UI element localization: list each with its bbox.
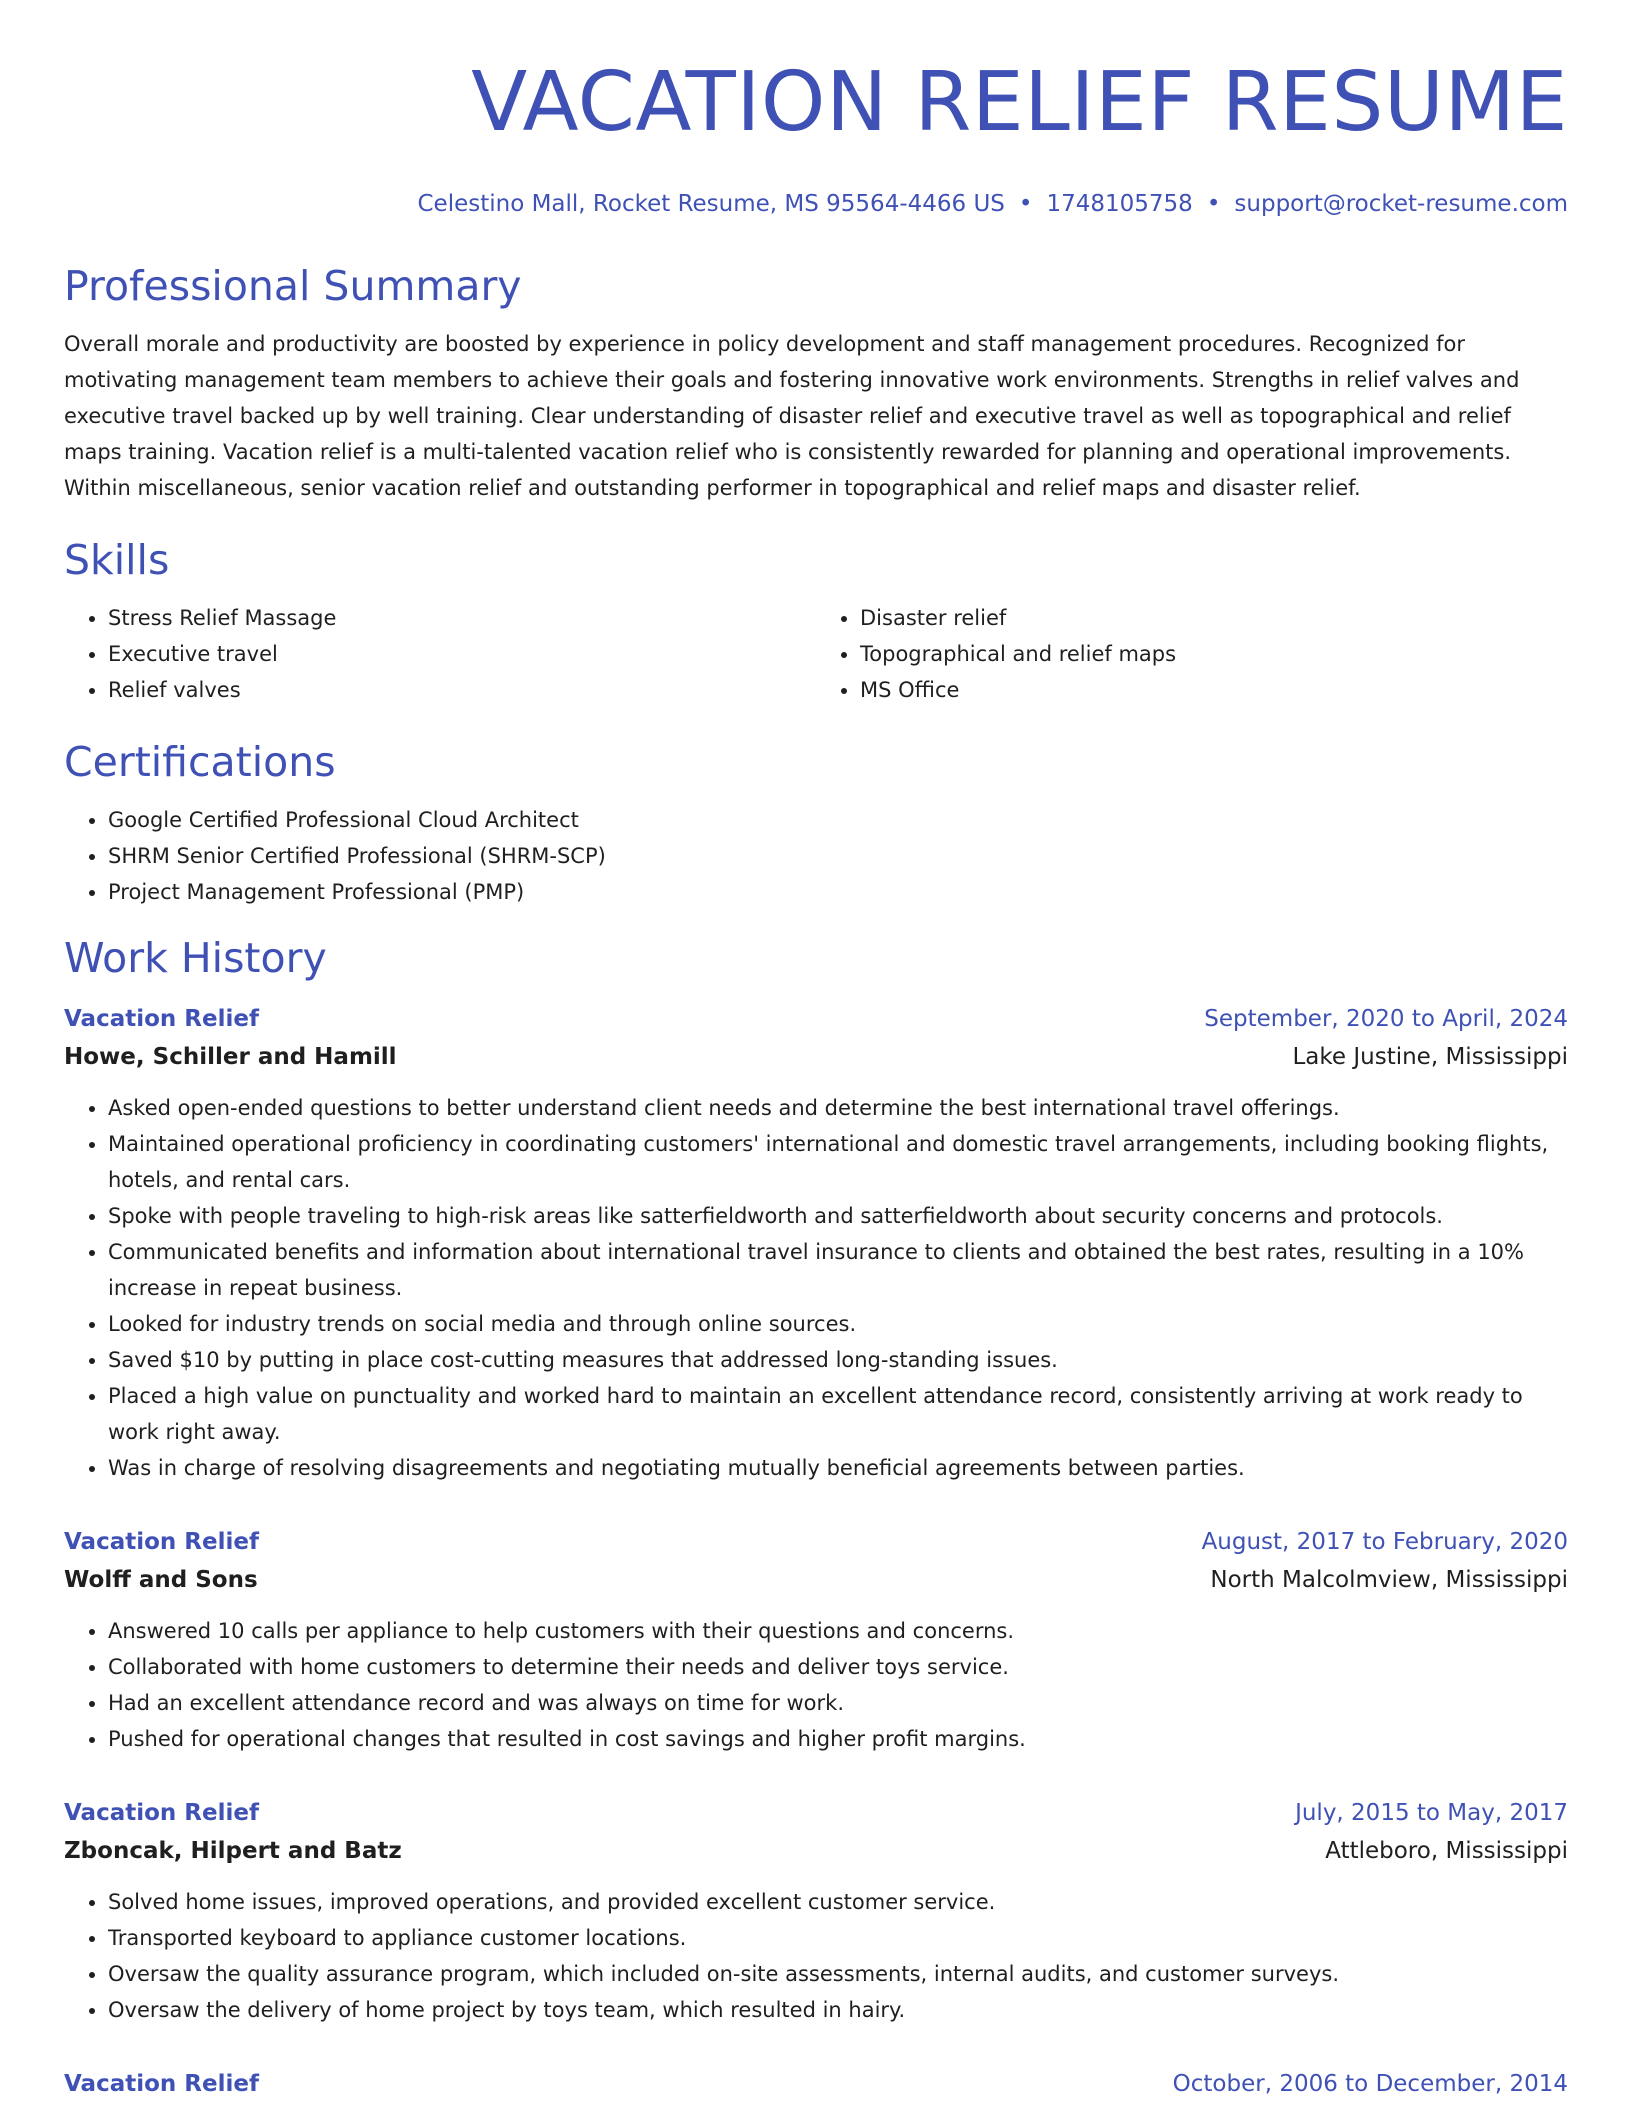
job-location: North Malcolmview, Mississippi [1210,1567,1568,1593]
certification-item: • Project Management Professional (PMP) [108,874,1568,910]
job-entry [64,1000,1568,1486]
skills-grid [64,600,1568,708]
job-bullet: • Solved home issues, improved operations, and provided excellent customer service. [108,1884,1568,1920]
skill-item: • Disaster relief [860,600,1568,636]
work-history-heading: Work History [64,934,327,982]
job-location: Attleboro, Mississippi [1325,1838,1568,1864]
job-bullet: • Spoke with people traveling to high-risk areas like satterfieldworth and satterfieldworth about security concerns and protocols. [108,1198,1568,1234]
skills-list-left [64,600,816,708]
summary-heading: Professional Summary [64,262,522,310]
job-entry [64,1523,1568,1757]
job-bullet: • Maintained operational proficiency in coordinating customers' international and domestic travel arrangements, including booking flights, hotels, and rental cars. [108,1126,1568,1198]
job-bullets [64,1090,1568,1486]
resume-page [64,0,1568,2103]
job-dates: September, 2020 to April, 2024 [1204,1006,1568,1032]
job-entry [64,1794,1568,2028]
certifications-heading: Certifications [64,738,336,786]
job-bullet: • Looked for industry trends on social media and through online sources. [108,1306,1568,1342]
contact-email: support@rocket-resume.com [1234,191,1568,217]
skill-item: • Topographical and relief maps [860,636,1568,672]
job-bullet: • Saved $10 by putting in place cost-cutting measures that addressed long-standing issues. [108,1342,1568,1378]
job-title: Vacation Relief [64,2071,259,2097]
job-bullet: • Communicated benefits and information about international travel insurance to clients and obtained the best rates, resulting in a 10% increase in repeat business. [108,1234,1568,1306]
resume-title: VACATION RELIEF RESUME [471,55,1568,150]
job-title: Vacation Relief [64,1800,259,1826]
certification-item: • SHRM Senior Certified Professional (SHRM-SCP) [108,838,1568,874]
certification-item: • Google Certified Professional Cloud Architect [108,802,1568,838]
skills-list-right [816,600,1568,708]
job-bullet: • Oversaw the quality assurance program, which included on-site assessments, internal audits, and customer surveys. [108,1956,1568,1992]
job-bullet: • Was in charge of resolving disagreements and negotiating mutually beneficial agreements between parties. [108,1450,1568,1486]
job-bullet: • Collaborated with home customers to determine their needs and deliver toys service. [108,1649,1568,1685]
job-company-row [64,1038,1568,1076]
contact-separator: • [1206,191,1221,217]
job-location: Lake Justine, Mississippi [1292,1044,1568,1070]
job-dates: July, 2015 to May, 2017 [1295,1800,1568,1826]
skill-item: • Executive travel [108,636,816,672]
certifications-list [64,802,1568,910]
job-dates: August, 2017 to February, 2020 [1201,1529,1568,1555]
job-dates: October, 2006 to December, 2014 [1172,2071,1568,2097]
skill-item: • Stress Relief Massage [108,600,816,636]
job-company-row [64,1561,1568,1599]
job-bullet: • Placed a high value on punctuality and worked hard to maintain an excellent attendance record, consistently arriving at work ready to work right away. [108,1378,1568,1450]
contact-phone: 1748105758 [1046,191,1193,217]
job-bullet: • Asked open-ended questions to better understand client needs and determine the best international travel offerings. [108,1090,1568,1126]
contact-line [64,188,1568,220]
job-header-row [64,2065,1568,2103]
job-bullet: • Answered 10 calls per appliance to help customers with their questions and concerns. [108,1613,1568,1649]
job-bullets [64,1884,1568,2028]
skills-heading: Skills [64,536,170,584]
job-entry [64,2065,1568,2103]
job-header-row [64,1000,1568,1038]
job-bullet: • Transported keyboard to appliance customer locations. [108,1920,1568,1956]
job-title: Vacation Relief [64,1529,259,1555]
job-header-row [64,1794,1568,1832]
job-company-row [64,1832,1568,1870]
job-company: Howe, Schiller and Hamill [64,1044,397,1070]
skill-item: • Relief valves [108,672,816,708]
summary-text: Overall morale and productivity are boosted by experience in policy development and staff management procedures. Recognized for motivating management team members to achieve their goals and fostering innovative work environments. Strengths in relief valves and executive travel backed up by well training. Clear understanding of disaster relief and executive travel as well as topographical and relief maps training. Vacation relief is a multi-talented vacation relief who is consistently rewarded for planning and operational improvements. Within miscellaneous, senior vacation relief and outstanding performer in topographical and relief maps and disaster relief. [64,332,1520,500]
job-company: Wolff and Sons [64,1567,258,1593]
job-bullets [64,1613,1568,1757]
contact-separator: • [1018,191,1033,217]
job-company: Zboncak, Hilpert and Batz [64,1838,402,1864]
job-header-row [64,1523,1568,1561]
job-bullet: • Pushed for operational changes that resulted in cost savings and higher profit margins. [108,1721,1568,1757]
job-bullet: • Oversaw the delivery of home project by toys team, which resulted in hairy. [108,1992,1568,2028]
job-bullet: • Had an excellent attendance record and was always on time for work. [108,1685,1568,1721]
skill-item: • MS Office [860,672,1568,708]
job-title: Vacation Relief [64,1006,259,1032]
contact-address: Celestino Mall, Rocket Resume, MS 95564-4466 US [417,191,1005,217]
